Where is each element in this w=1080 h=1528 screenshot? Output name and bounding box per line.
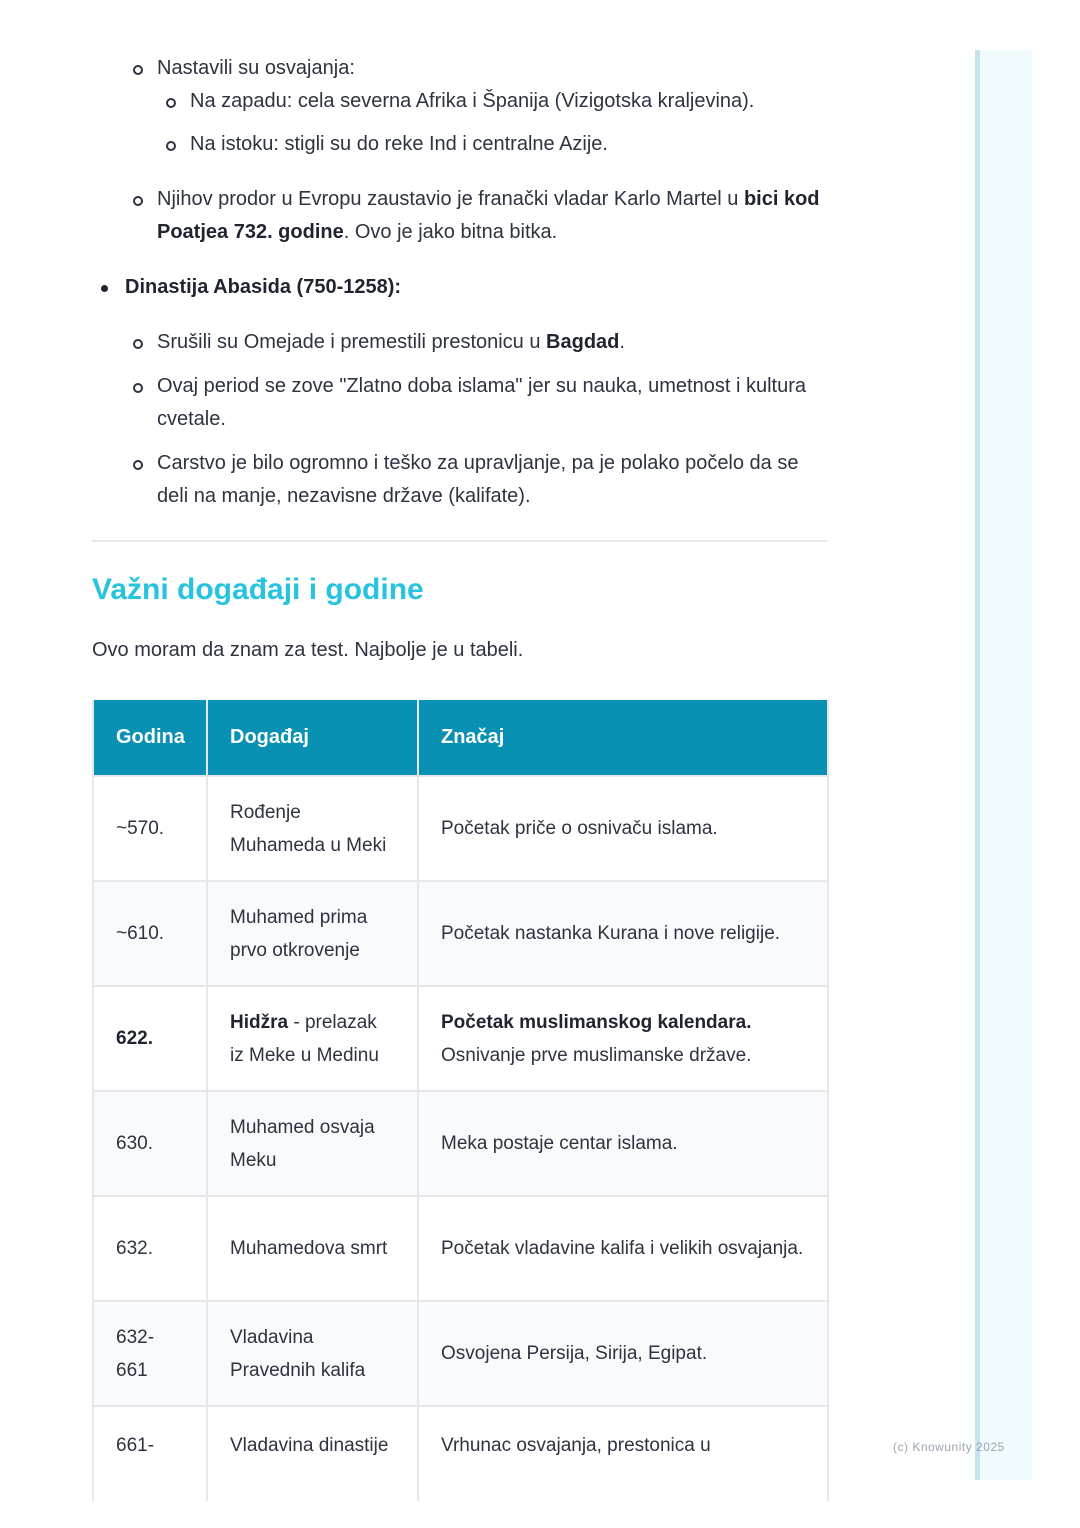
abbasid-text-post: . bbox=[619, 331, 625, 353]
header-event: Događaj bbox=[207, 700, 418, 776]
table-header-row bbox=[93, 700, 828, 776]
conquests-sublist bbox=[157, 85, 827, 161]
poitiers-text-post: . Ovo je jako bitna bitka. bbox=[343, 221, 558, 243]
list-item bbox=[92, 326, 827, 359]
header-significance: Značaj bbox=[418, 700, 828, 776]
cell-significance: Početak vladavine kalifa i velikih osvajanja. bbox=[418, 1196, 828, 1301]
cell-event bbox=[207, 986, 418, 1091]
list-item bbox=[92, 183, 827, 249]
cell-year: 632-661 bbox=[93, 1301, 207, 1406]
list-item bbox=[92, 447, 827, 513]
cell-event: Muhamed osvaja Meku bbox=[207, 1091, 418, 1196]
abbasid-sublist bbox=[92, 326, 827, 513]
baghdad: Bagdad bbox=[546, 331, 620, 353]
poitiers-text-pre: Njihov prodor u Evropu zaustavio je franački vladar Karlo Martel u bbox=[157, 188, 744, 210]
table-row bbox=[93, 1196, 828, 1301]
list-item bbox=[157, 128, 827, 161]
list-item bbox=[92, 271, 827, 304]
cell-significance bbox=[418, 986, 828, 1091]
cell-significance: Početak nastanka Kurana i nove religije. bbox=[418, 881, 828, 986]
table-row bbox=[93, 986, 828, 1091]
cell-event: Vladavina dinastije bbox=[207, 1406, 418, 1501]
dynasty-list bbox=[92, 271, 827, 304]
events-table bbox=[92, 700, 829, 1501]
cell-event: Muhamedova smrt bbox=[207, 1196, 418, 1301]
header-year: Godina bbox=[93, 700, 207, 776]
east-conquest: Na istoku: stigli su do reke Ind i centralne Azije. bbox=[190, 133, 608, 155]
caliphate-split: Carstvo je bilo ogromno i teško za upravljanje, pa je polako počelo da se deli na manje, nezavisne države (kalifate). bbox=[157, 452, 799, 507]
table-row bbox=[93, 1301, 828, 1406]
cell-event: Muhamed prima prvo otkrovenje bbox=[207, 881, 418, 986]
first-state: Osnivanje prve muslimanske države. bbox=[441, 1044, 752, 1066]
cell-event: Rođenje Muhameda u Meki bbox=[207, 776, 418, 881]
abbasid-text-pre: Srušili su Omejade i premestili prestonicu u bbox=[157, 331, 547, 353]
side-panel bbox=[975, 50, 1032, 1480]
list-item bbox=[92, 370, 827, 436]
golden-age: Ovaj period se zove "Zlatno doba islama" jer su nauka, umetnost i kultura cvetale. bbox=[157, 375, 806, 430]
list-item bbox=[92, 52, 827, 161]
conquests-intro: Nastavili su osvajanja: bbox=[157, 57, 355, 79]
omayyad-sublist bbox=[92, 52, 827, 249]
hijra-desc: - prelazak iz Meke u Medinu bbox=[230, 1011, 379, 1066]
cell-significance: Vrhunac osvajanja, prestonica u bbox=[418, 1406, 828, 1501]
cell-significance: Meka postaje centar islama. bbox=[418, 1091, 828, 1196]
table-row bbox=[93, 881, 828, 986]
cell-year: 661- bbox=[93, 1406, 207, 1501]
calendar-start: Početak muslimanskog kalendara. bbox=[441, 1011, 752, 1033]
watermark: (c) Knowunity 2025 bbox=[893, 1440, 1005, 1454]
notes-content bbox=[92, 50, 827, 513]
cell-year: 630. bbox=[93, 1091, 207, 1196]
cell-year: ~610. bbox=[93, 881, 207, 986]
section-divider bbox=[92, 540, 827, 542]
table-row bbox=[93, 1091, 828, 1196]
cell-significance: Osvojena Persija, Sirija, Egipat. bbox=[418, 1301, 828, 1406]
hijra: Hidžra bbox=[230, 1011, 289, 1033]
table-row bbox=[93, 776, 828, 881]
cell-significance: Početak priče o osnivaču islama. bbox=[418, 776, 828, 881]
west-conquest: Na zapadu: cela severna Afrika i Španija (Vizigotska kraljevina). bbox=[190, 90, 755, 112]
section-title: Važni događaji i godine bbox=[92, 573, 424, 606]
list-item bbox=[157, 85, 827, 118]
cell-year: 632. bbox=[93, 1196, 207, 1301]
table-row bbox=[93, 1406, 828, 1501]
cell-year: 622. bbox=[93, 986, 207, 1091]
abbasid-title: Dinastija Abasida (750-1258): bbox=[125, 276, 402, 298]
cell-year: ~570. bbox=[93, 776, 207, 881]
poitiers-battle: bici kod Poatjea 732. godine bbox=[157, 188, 820, 243]
cell-event: Vladavina Pravednih kalifa bbox=[207, 1301, 418, 1406]
section-intro: Ovo moram da znam za test. Najbolje je u tabeli. bbox=[92, 639, 524, 661]
